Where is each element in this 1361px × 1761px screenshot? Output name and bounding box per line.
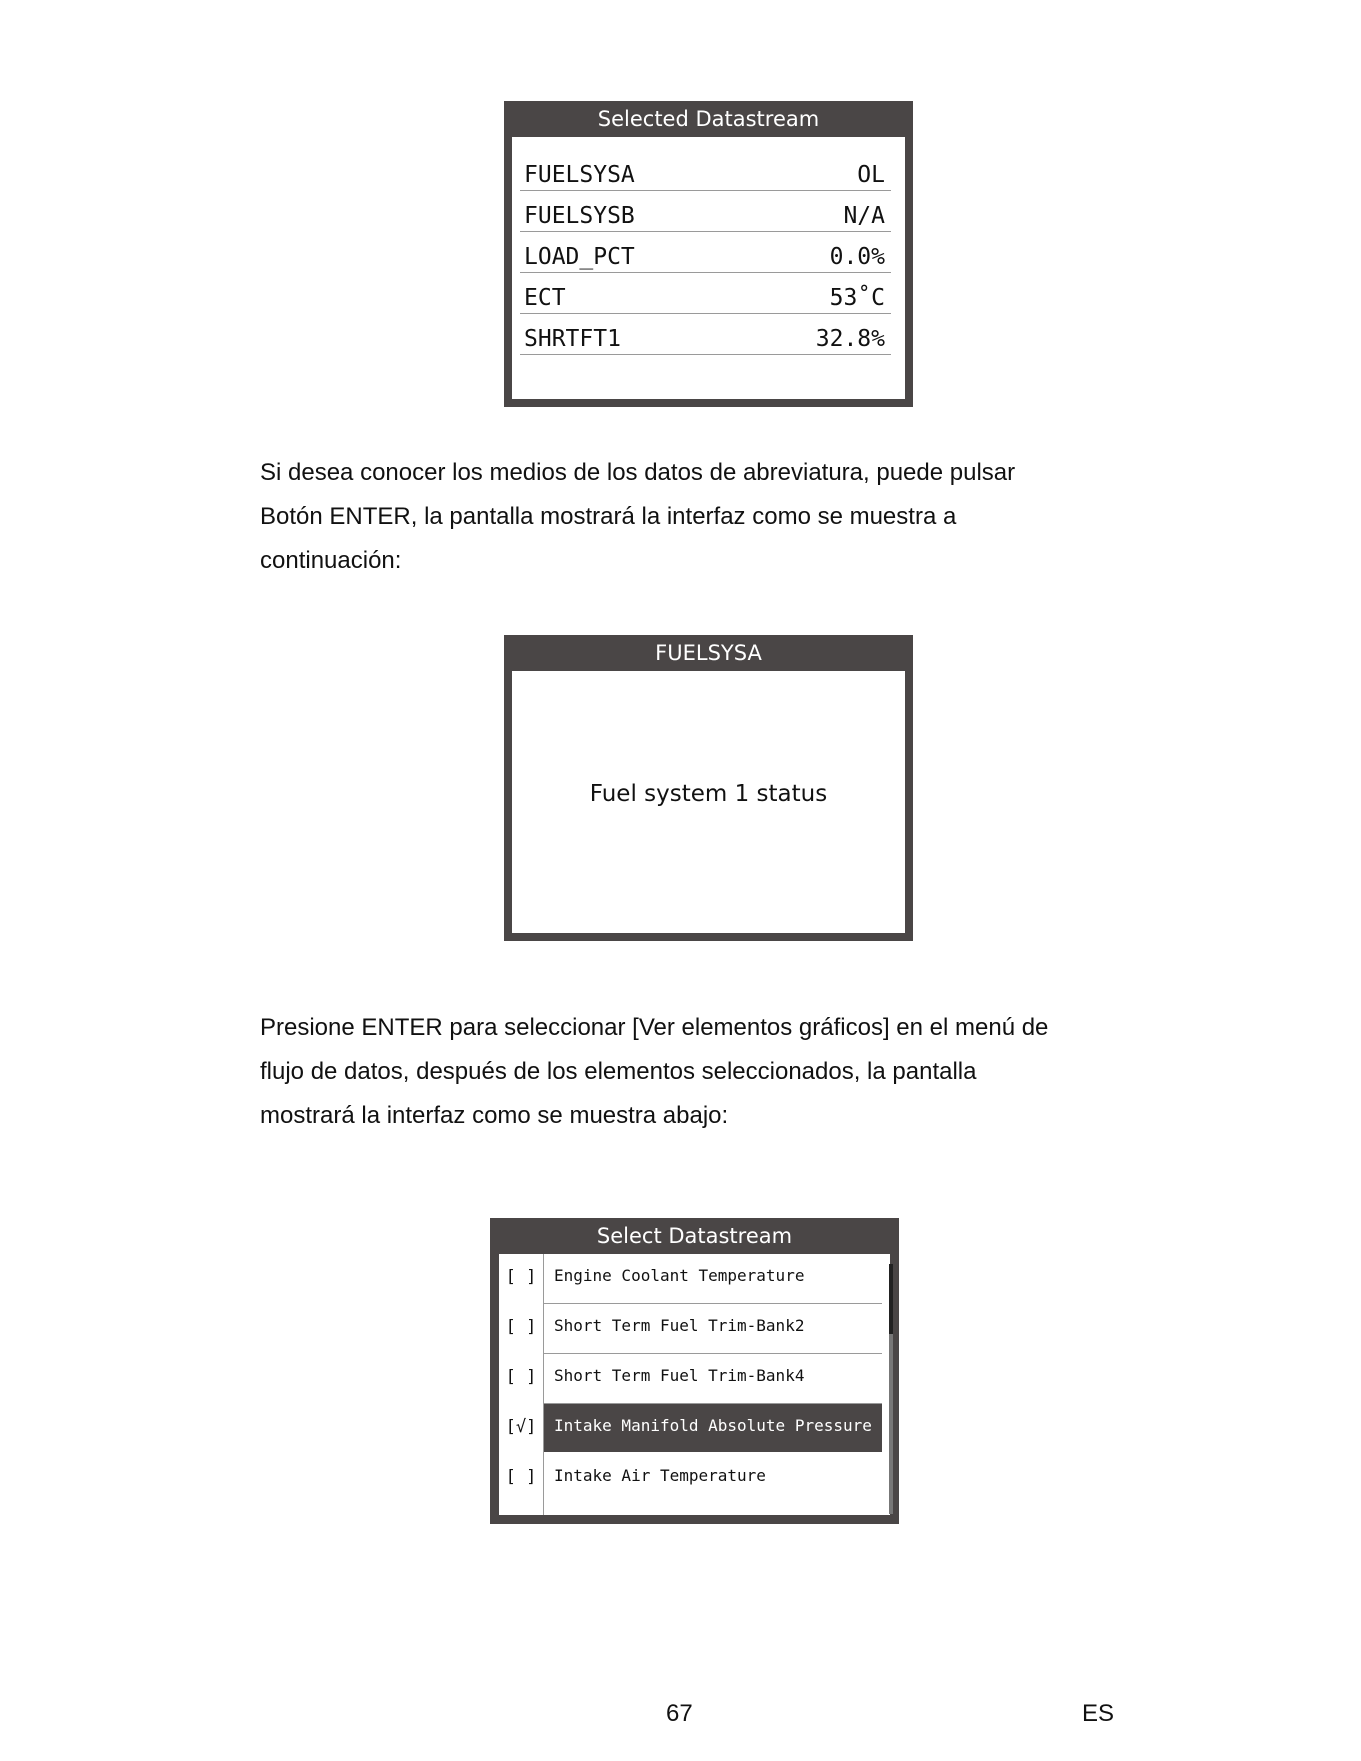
description-panel (512, 671, 905, 933)
datastream-value: OL (857, 162, 885, 188)
instruction-paragraph-2 (260, 1006, 1140, 1138)
datastream-name: LOAD_PCT (524, 244, 635, 270)
paragraph-line: Presione ENTER para seleccionar [Ver elementos gráficos] en el menú de (260, 1014, 1049, 1041)
datastream-name: ECT (524, 285, 566, 311)
fuelsysa-screen (504, 635, 913, 941)
page-number: 67 (666, 1700, 693, 1727)
screen-title: FUELSYSA (655, 641, 762, 665)
select-item-label: Short Term Fuel Trim-Bank4 (554, 1366, 805, 1385)
paragraph-line: continuación: (260, 547, 402, 574)
datastream-value: N/A (843, 203, 885, 229)
datastream-name: FUELSYSB (524, 203, 635, 229)
checkbox[interactable]: [ ] (505, 1267, 537, 1287)
select-item-label: Engine Coolant Temperature (554, 1266, 805, 1285)
instruction-paragraph-1 (260, 451, 1140, 583)
datastream-value: 32.8% (815, 326, 885, 352)
datastream-description: Fuel system 1 status (589, 781, 828, 807)
row-divider (520, 354, 891, 355)
select-list (499, 1254, 890, 1515)
select-item[interactable] (499, 1454, 882, 1504)
scrollbar[interactable] (889, 1264, 893, 1514)
selected-datastream-screen (504, 101, 913, 407)
datastream-value: 53˚C (829, 285, 885, 311)
datastream-name: SHRTFT1 (524, 326, 621, 352)
checkbox[interactable]: [ ] (505, 1467, 537, 1487)
screen-title: Selected Datastream (597, 107, 820, 131)
paragraph-line: flujo de datos, después de los elementos seleccionados, la pantalla (260, 1058, 977, 1085)
select-item-label: Intake Air Temperature (554, 1466, 766, 1485)
select-item[interactable] (499, 1304, 882, 1354)
paragraph-line: Botón ENTER, la pantalla mostrará la interfaz como se muestra a (260, 503, 957, 530)
checkbox[interactable]: [ ] (505, 1367, 537, 1387)
datastream-list (512, 137, 905, 399)
language-code: ES (1082, 1700, 1115, 1727)
select-datastream-screen (490, 1218, 899, 1524)
datastream-row-fuelsysb[interactable] (520, 192, 891, 232)
checkbox-checked[interactable]: [√] (505, 1417, 537, 1437)
paragraph-line: mostrará la interfaz como se muestra abajo: (260, 1102, 729, 1129)
select-item-highlighted[interactable] (499, 1404, 882, 1454)
select-item-label: Short Term Fuel Trim-Bank2 (554, 1316, 805, 1335)
datastream-row-load-pct[interactable] (520, 233, 891, 273)
datastream-value: 0.0% (829, 244, 885, 270)
select-item-label: Intake Manifold Absolute Pressure (544, 1404, 882, 1452)
datastream-row-shrtft1[interactable] (520, 315, 891, 355)
datastream-name: FUELSYSA (524, 162, 635, 188)
select-item[interactable] (499, 1354, 882, 1404)
checkbox[interactable]: [ ] (505, 1317, 537, 1337)
paragraph-line: Si desea conocer los medios de los datos de abreviatura, puede pulsar (260, 459, 1016, 486)
datastream-row-fuelsysa[interactable] (520, 151, 891, 191)
row-divider (520, 272, 891, 273)
scrollbar-thumb[interactable] (889, 1264, 893, 1334)
row-divider (520, 313, 891, 314)
row-divider (520, 231, 891, 232)
row-divider (520, 190, 891, 191)
select-item[interactable] (499, 1254, 882, 1304)
datastream-row-ect[interactable] (520, 274, 891, 314)
screen-title: Select Datastream (596, 1224, 793, 1248)
